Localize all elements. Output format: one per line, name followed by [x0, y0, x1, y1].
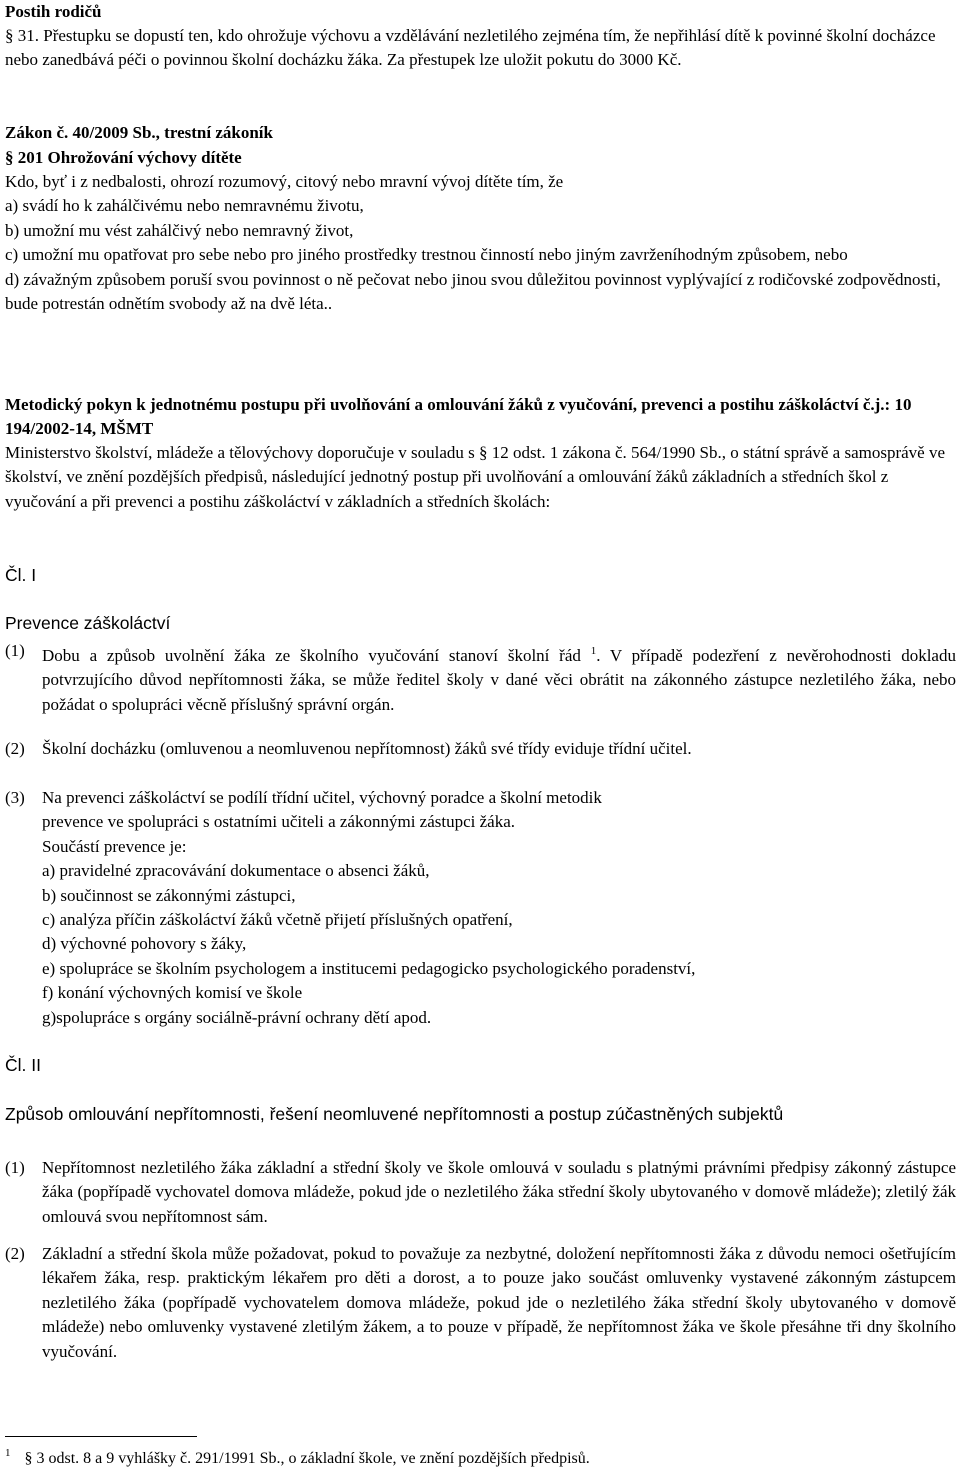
article-1-item-2 [5, 737, 956, 761]
article-2-label: Čl. II [5, 1055, 41, 1075]
item-line: e) spolupráce se školním psychologem a institucemi pedagogicko psychologického poradenství, [42, 958, 696, 978]
criminal-code-line: Kdo, byť i z nedbalosti, ohrozí rozumový, citový nebo mravní vývoj dítěte tím, že [5, 172, 564, 191]
item-line: d) výchovné pohovory s žáky, [42, 934, 247, 954]
footnote [5, 1442, 590, 1470]
item-text-start: Dobu a způsob uvolnění žáka ze školního vyučování stanoví školní řád [42, 646, 581, 665]
item-text [42, 786, 956, 1030]
item-text [42, 639, 956, 717]
item-text-end: . V případě podezření z nevěrohodnosti dokladu potvrzujícího důvod nepřítomnosti žáka, se může ředitel školy v dané věci obrátit na zákonného zástupce nezletilého žáka, nebo požádat o spolupráci věcně příslušný správní orgán. [42, 646, 956, 714]
footnote-mark: 1 [5, 1447, 11, 1459]
item-line: f) konání výchovných komisí ve škole [42, 983, 303, 1003]
article-1-item-3 [5, 786, 956, 1030]
penalties-heading: Postih rodičů [5, 2, 102, 21]
item-line: a) pravidelné zpracovávání dokumentace o absenci žáků, [42, 861, 430, 881]
article-1-title: Prevence záškoláctví [5, 613, 171, 633]
item-line: Na prevenci záškoláctví se podílí třídní učitel, výchovný poradce a školní metodik [42, 788, 602, 807]
criminal-code-text [5, 170, 956, 316]
item-text: Školní docházku (omluvenou a neomluvenou nepřítomnost) žáků své třídy eviduje třídní učitel. [42, 739, 692, 758]
item-line: g)spolupráce s orgány sociálně-právní ochrany dětí apod. [42, 1007, 432, 1027]
penalties-paragraph: § 31. Přestupku se dopustí ten, kdo ohrožuje výchovu a vzdělávání nezletilého zejména tím, že nepřihlásí dítě k povinné školní docházce nebo zanedbává péči o povinnou školní docházku žáka. Za přestupek lze uložit pokutu do 3000 Kč. [5, 26, 936, 70]
guideline-title: Metodický pokyn k jednotnému postupu při uvolňování a omlouvání žáků z vyučování, prevenci a postihu záškoláctví č.j.: 10 194/2002-14, MŠMT [5, 395, 912, 439]
item-number: (2) [5, 739, 25, 758]
article-2-item-1 [5, 1156, 956, 1229]
item-line: b) součinnost se zákonnými zástupci, [42, 885, 296, 905]
item-number: (2) [5, 1244, 25, 1263]
item-number: (3) [5, 788, 25, 807]
article-1-label: Čl. I [5, 565, 37, 585]
item-line: prevence ve spolupráci s ostatními učiteli a zákonnými zástupci žáka. [42, 812, 515, 832]
article-1-item-1 [5, 639, 956, 717]
footnote-text: § 3 odst. 8 a 9 vyhlášky č. 291/1991 Sb., o základní škole, ve znění pozdějších předpisů. [24, 1450, 590, 1467]
criminal-code-line: c) umožní mu opatřovat pro sebe nebo pro jiného prostředky trestnou činností nebo jiným zavrženíhodným způsobem, nebo [5, 245, 848, 265]
guideline-intro: Ministerstvo školství, mládeže a tělovýchovy doporučuje v souladu s § 12 odst. 1 zákona č. 564/1990 Sb., o státní správě a samosprávě ve školství, ve znění pozdějších předpisů, následující jednotný postup při uvolňování a omlouvání žáků základních a středních škol z vyučování a při prevenci a postihu záškoláctví v základních a středních školách: [5, 443, 946, 511]
article-2-item-2 [5, 1242, 956, 1364]
item-text: Nepřítomnost nezletilého žáka základní a střední školy ve škole omlouvá v souladu s platnými právními předpisy zákonný zástupce žáka (popřípadě vychovatel domova mládeže, pokud jde o nezletilého žáka střední školy ubytovaného v domově mládeže); zletilý žák omlouvá svou nepřítomnost sám. [42, 1158, 956, 1226]
item-number: (1) [5, 641, 25, 660]
criminal-code-line: bude potrestán odnětím svobody až na dvě léta.. [5, 294, 333, 314]
criminal-code-line: b) umožní mu vést zahálčivý nebo nemravný život, [5, 220, 354, 240]
item-text: Základní a střední škola může požadovat, pokud to považuje za nezbytné, doložení nepřítomnosti žáka z důvodu nemoci ošetřujícím lékařem žáka, resp. praktickým lékařem pro děti a dorost, a to pouze jako součást omluvenky vystavené zákonným zástupcem nezletilého žáka (popřípadě vychovatelem domova mládeže, pokud jde o nezletilého žáka střední školy ubytovaného v domově mládeže) nebo omluvenky vystavené zletilým žákem, a to pouze v případě, že nepřítomnost žáka ve škole přesáhne tři dny školního vyučování. [42, 1244, 956, 1361]
article-2-title: Způsob omlouvání nepřítomnosti, řešení neomluvené nepřítomnosti a postup zúčastněných subjektů [5, 1104, 784, 1124]
item-line: c) analýza příčin záškoláctví žáků včetně přijetí příslušných opatření, [42, 910, 513, 930]
item-number: (1) [5, 1158, 25, 1177]
criminal-code-line: d) závažným způsobem poruší svou povinnost o ně pečovat nebo jinou svou důležitou povinnost vyplývající z rodičovské zodpovědnosti, [5, 269, 941, 289]
criminal-code-title: Zákon č. 40/2009 Sb., trestní zákoník [5, 123, 273, 142]
criminal-code-line: a) svádí ho k zahálčivému nebo nemravnému životu, [5, 196, 364, 216]
item-line: Součástí prevence je: [42, 836, 187, 856]
footnote-separator [5, 1436, 197, 1437]
footnote-reference: 1 [590, 645, 597, 657]
criminal-code-section: § 201 Ohrožování výchovy dítěte [5, 148, 242, 167]
